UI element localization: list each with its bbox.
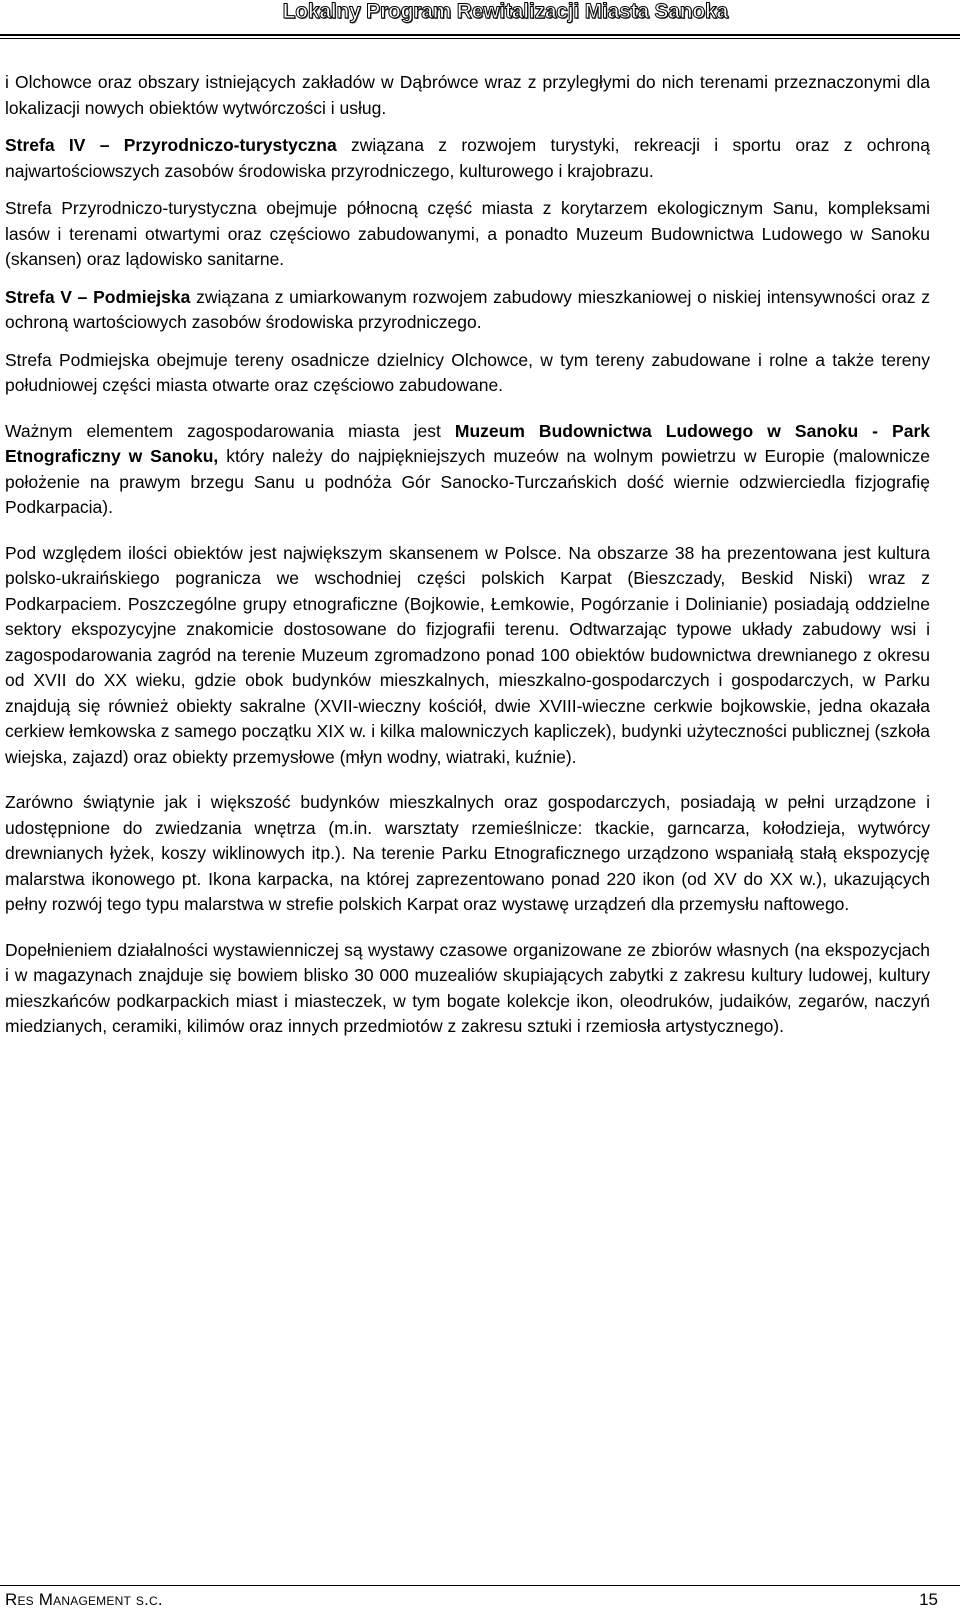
bold-text-run: Strefa IV – Przyrodniczo-turystyczna — [5, 135, 337, 155]
header-divider — [0, 34, 960, 36]
text-run: Dopełnieniem działalności wystawienniczej są wystawy czasowe organizowane ze zbiorów własnych (na ekspozycjach i w magazynach znajduje się bowiem blisko 30 000 muzealiów skupiających zabytki z zakresu kultury ludowej, kultury mieszkańców podkarpackich miast i miasteczek, w tym bogate kolekcje ikon, oleodruków, judaików, zegarów, naczyń miedzianych, ceramiki, kilimów oraz innych przedmiotów z zakresu sztuki i rzemiosła artystycznego). — [5, 939, 930, 1036]
text-run: Strefa Przyrodniczo-turystyczna obejmuje północną część miasta z korytarzem ekologicznym Sanu, kompleksami lasów i terenami otwartymi oraz częściowo zabudowanymi, a ponadto Muzeum Budownictwa Ludowego w Sanoku (skansen) oraz lądowisko sanitarne. — [5, 198, 930, 269]
text-run: i Olchowce oraz obszary istniejących zakładów w Dąbrówce wraz z przyległymi do nich terenami przeznaczonymi dla lokalizacji nowych obiektów wytwórczości i usług. — [5, 72, 930, 118]
paragraph — [5, 348, 930, 399]
paragraph — [5, 70, 930, 121]
text-run: Zarówno świątynie jak i większość budynków mieszkalnych oraz gospodarczych, posiadają w pełni urządzone i udostępnione do zwiedzania wnętrza (m.in. warsztaty rzemieślnicze: tkackie, garncarza, kołodzieja, wytwórcy drewnianych łyżek, koszy wiklinowych itp.). Na terenie Parku Etnograficznego urządzono wspaniałą stałą ekspozycję malarstwa ikonowego pt. Ikona karpacka, na której zaprezentowano ponad 220 ikon (od XV do XX w.), ukazujących pełny rozwój tego typu malarstwa w strefie polskich Karpat oraz wystawę urządzeń dla przemysłu naftowego. — [5, 792, 930, 914]
page-number: 15 — [919, 1590, 938, 1609]
paragraph — [5, 419, 930, 521]
text-run: związana z umiarkowanym rozwojem zabudowy mieszkaniowej o niskiej intensywności oraz z ochroną wartościowych zasobów środowiska przyrodniczego. — [5, 286, 930, 332]
text-run: Strefa Podmiejska obejmuje tereny osadnicze dzielnicy Olchowce, w tym tereny zabudowane i rolne a także tereny południowej części miasta otwarte oraz częściowo zabudowane. — [5, 349, 930, 395]
header-title: Lokalny Program Rewitalizacji Miasta Sanoka — [282, 0, 728, 23]
bold-text-run: Muzeum Budownictwa Ludowego w Sanoku - Park Etnograficzny w Sanoku, — [5, 420, 930, 466]
paragraph — [5, 790, 930, 918]
footer-company: Res Management s.c. — [5, 1590, 163, 1609]
page-footer — [5, 1590, 938, 1612]
paragraph — [5, 133, 930, 184]
document-body — [5, 70, 930, 1052]
text-run: związana z rozwojem turystyki, rekreacji i sportu oraz z ochroną najwartościowszych zasobów środowiska przyrodniczego, kulturowego i krajobrazu. — [5, 135, 931, 181]
paragraph — [5, 285, 930, 336]
footer-divider — [0, 1585, 960, 1586]
text-run: który należy do najpiękniejszych muzeów na wolnym powietrzu w Europie (malownicze położenie na prawym brzegu Sanu u podnóża Gór Sanocko-Turczańskich dość wiernie odzwierciedla fizjografię Podkarpacia). — [5, 446, 930, 517]
text-run: Ważnym elementem zagospodarowania miasta jest — [5, 420, 455, 441]
text-run: Pod względem ilości obiektów jest największym skansenem w Polsce. Na obszarze 38 ha prezentowana jest kultura polsko-ukraińskiego pogranicza we wschodniej części polskich Karpat (Bieszczady, Beskid Niski) wraz z Podkarpaciem. Poszczególne grupy etnograficzne (Bojkowie, Łemkowie, Pogórzanie i Dolinianie) posiadają oddzielne sektory ekspozycyjne znakomicie dostosowane do fizjografii terenu. Odtwarzając typowe układy zabudowy wsi i zagospodarowania zagród na terenie Muzeum zgromadzono ponad 100 obiektów budownictwa drewnianego z okresu od XVII do XX wieku, gdzie obok budynków mieszkalnych, mieszkalno-gospodarczych i gospodarczych, w Parku znajdują się również obiekty sakralne (XVII-wieczny kościół, dwie XVIII-wieczne cerkwie bojkowskie, jedna okazała cerkiew łemkowska z samego początku XIX w. i kilka malowniczych kapliczek), budynki użyteczności publicznej (szkoła wiejska, zajazd) oraz obiekty przemysłowe (młyn wodny, wiatraki, kuźnie). — [5, 542, 930, 767]
paragraph — [5, 938, 930, 1040]
paragraph — [5, 196, 930, 273]
header-divider-thin — [0, 38, 960, 39]
page-header — [0, 0, 960, 32]
bold-text-run: Strefa V – Podmiejska — [5, 286, 191, 307]
paragraph — [5, 541, 930, 771]
